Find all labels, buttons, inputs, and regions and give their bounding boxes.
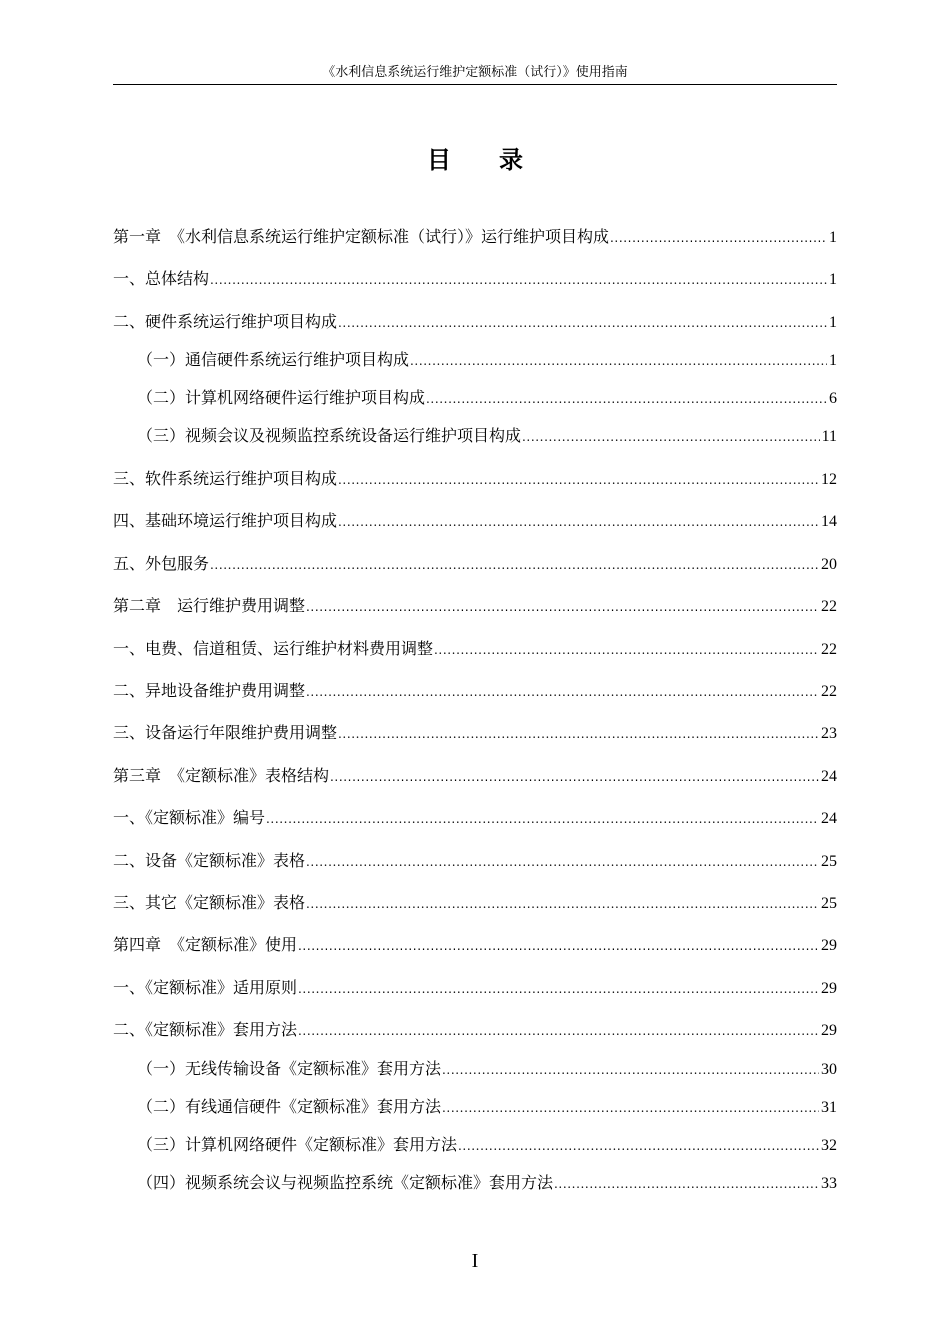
toc-section[interactable] [113,977,837,1000]
toc-leader-dots [338,469,819,491]
toc-subsection[interactable] [137,1134,837,1157]
toc-leader-dots [338,723,819,745]
toc-entry-text: 三、其它《定额标准》表格 [113,893,306,912]
toc-subsection[interactable] [137,1058,837,1081]
toc-entry-text: 五、外包服务 [113,554,210,573]
toc-section[interactable] [113,680,837,703]
toc-page-number: 1 [829,314,837,331]
toc-page-number: 29 [821,1022,837,1039]
toc-page-number: 20 [821,556,837,573]
toc-section[interactable] [113,722,837,745]
running-header: 《水利信息系统运行维护定额标准（试行）》使用指南 [322,65,628,80]
toc-chapter-1[interactable] [113,226,837,249]
toc-entry-text: （三）视频会议及视频监控系统设备运行维护项目构成 [137,426,522,445]
toc-leader-dots [306,851,819,873]
toc-page-number: 31 [821,1099,837,1116]
toc-entry-text: 二、《定额标准》套用方法 [113,1020,298,1039]
toc-page-number: 22 [821,641,837,658]
toc-leader-dots [298,935,819,957]
toc-section[interactable] [113,850,837,873]
toc-page-number: 24 [821,768,837,785]
toc-entry-text: （四）视频系统会议与视频监控系统《定额标准》套用方法 [137,1173,554,1192]
toc-leader-dots [434,639,819,661]
toc-page-number: 11 [821,428,837,445]
toc-section[interactable] [113,553,837,576]
toc-entry-text: （二）有线通信硬件《定额标准》套用方法 [137,1097,442,1116]
toc-leader-dots [298,978,819,1000]
toc-entry-text: （二）计算机网络硬件运行维护项目构成 [137,388,426,407]
toc-entry-text: 第二章 运行维护费用调整 [113,596,306,615]
toc-page-number: 29 [821,937,837,954]
toc-subsection[interactable] [137,1096,837,1119]
toc-entry-text: 二、异地设备维护费用调整 [113,681,306,700]
toc-leader-dots [306,893,819,915]
toc-section[interactable] [113,807,837,830]
page-title: 目录 [427,146,571,174]
toc-section[interactable] [113,510,837,533]
toc-page-number: 1 [829,352,837,369]
toc-page-number: 29 [821,980,837,997]
toc-page-number: 24 [821,810,837,827]
toc-entry-text: 一、总体结构 [113,269,210,288]
toc-page-number: 12 [821,471,837,488]
toc-leader-dots [306,681,819,703]
toc-page-number: 14 [821,513,837,530]
toc-leader-dots [442,1059,819,1081]
toc-leader-dots [266,808,819,830]
toc-subsection[interactable] [137,425,837,448]
toc-page-number: 6 [829,390,837,407]
toc-leader-dots [338,312,827,334]
toc-leader-dots [522,426,820,448]
toc-leader-dots [426,388,827,410]
toc-page-number: 22 [821,683,837,700]
toc-section[interactable] [113,311,837,334]
toc-entry-text: （一）通信硬件系统运行维护项目构成 [137,350,410,369]
toc-page-number: 25 [821,853,837,870]
toc-page-number: 32 [821,1137,837,1154]
toc-subsection[interactable] [137,1172,837,1195]
header-rule [113,84,837,85]
toc-page-number: 22 [821,598,837,615]
toc-entry-text: 第三章 《定额标准》表格结构 [113,766,330,785]
toc-entry-text: 四、基础环境运行维护项目构成 [113,511,338,530]
toc-leader-dots [298,1020,819,1042]
toc-chapter-2[interactable] [113,595,837,618]
toc-entry-text: 二、硬件系统运行维护项目构成 [113,312,338,331]
toc-entry-text: 一、《定额标准》编号 [113,808,266,827]
toc-page-number: 23 [821,725,837,742]
toc-section[interactable] [113,468,837,491]
toc-entry-text: 第四章 《定额标准》使用 [113,935,298,954]
toc-leader-dots [442,1097,819,1119]
toc-section[interactable] [113,1019,837,1042]
toc-chapter-4[interactable] [113,934,837,957]
toc-leader-dots [338,511,819,533]
toc-page-number: 33 [821,1175,837,1192]
toc-subsection[interactable] [137,349,837,372]
toc-subsection[interactable] [137,387,837,410]
toc-entry-text: 三、软件系统运行维护项目构成 [113,469,338,488]
toc-page-number: 30 [821,1061,837,1078]
toc-leader-dots [330,766,819,788]
toc-entry-text: 二、设备《定额标准》表格 [113,851,306,870]
toc-section[interactable] [113,892,837,915]
page-number: I [471,1250,479,1272]
toc-page-number: 1 [829,229,837,246]
toc-leader-dots [554,1173,819,1195]
toc-section[interactable] [113,268,837,291]
toc-leader-dots [458,1135,819,1157]
toc-page-number: 1 [829,271,837,288]
toc-entry-text: 三、设备运行年限维护费用调整 [113,723,338,742]
toc-entry-text: 第一章 《水利信息系统运行维护定额标准（试行）》运行维护项目构成 [113,227,610,246]
toc-entry-text: 一、电费、信道租赁、运行维护材料费用调整 [113,639,434,658]
toc-entry-text: （三）计算机网络硬件《定额标准》套用方法 [137,1135,458,1154]
toc-leader-dots [210,554,819,576]
toc-entry-text: 一、《定额标准》适用原则 [113,978,298,997]
toc-leader-dots [610,227,827,249]
toc-leader-dots [210,269,827,291]
toc-entry-text: （一）无线传输设备《定额标准》套用方法 [137,1059,442,1078]
toc-page-number: 25 [821,895,837,912]
toc-leader-dots [410,350,827,372]
toc-leader-dots [306,596,819,618]
toc-section[interactable] [113,638,837,661]
toc-chapter-3[interactable] [113,765,837,788]
